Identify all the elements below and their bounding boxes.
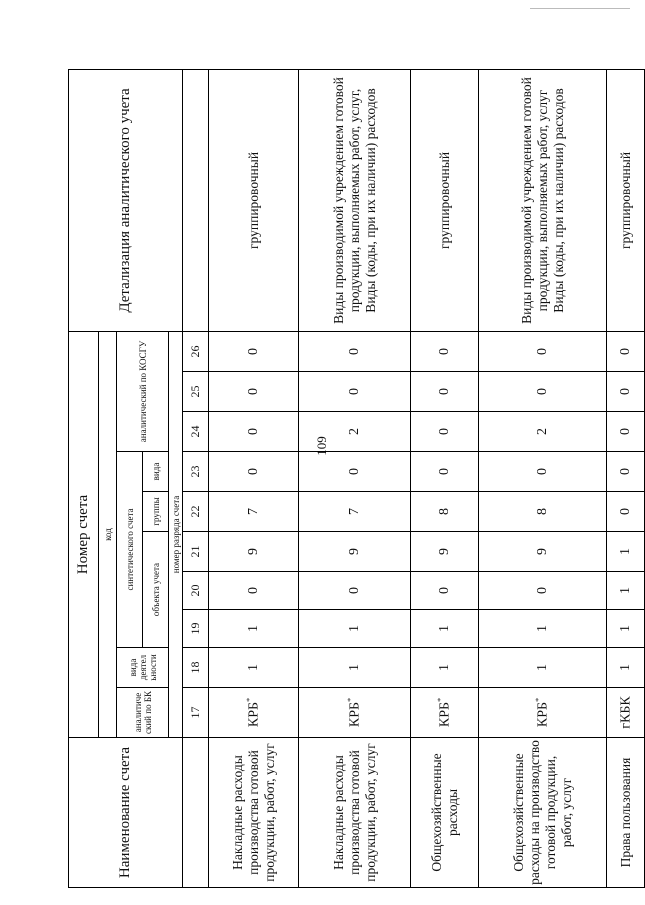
analytic-code [479,688,607,738]
digit-cell: 1 [299,648,411,688]
col-header-rank: номер разряда счета [169,331,183,737]
digit-cell: 0 [299,331,411,371]
digit-cell: 1 [479,610,607,648]
analytic-code [607,688,645,738]
analytic-code [411,688,479,738]
empty-cell [183,738,209,888]
table-row [411,69,479,887]
digit-cell: 0 [607,492,645,532]
digit-cell: 2 [299,412,411,452]
digit-header: 17 [183,688,209,738]
code-mark: * [435,697,445,702]
table-row [607,69,645,887]
digit-cell: 7 [209,492,299,532]
digit-cell: 2 [479,412,607,452]
digit-cell: 0 [479,452,607,492]
digit-cell: 0 [299,452,411,492]
detail-text: группировочный [209,69,299,331]
col-header-synthetic: синтетического счета [117,452,143,648]
digit-cell: 9 [299,532,411,572]
col-header-object: объекта учета [143,532,169,648]
col-header-analytic-bk: аналитиче ский по БК [117,688,169,738]
digit-header: 23 [183,452,209,492]
digit-cell: 0 [607,412,645,452]
table-row [299,69,411,887]
col-header-activity: вида деятел ьности [117,648,169,688]
col-header-kosgu: аналитический по КОСГУ [117,331,169,451]
digit-cell: 0 [411,572,479,610]
code-mark: * [345,697,355,702]
digit-cell: 0 [479,372,607,412]
digit-cell: 1 [411,610,479,648]
digit-header: 22 [183,492,209,532]
digit-header: 18 [183,648,209,688]
code-text: КРБ [437,701,453,728]
digit-cell: 9 [411,532,479,572]
detail-text: группировочный [607,69,645,331]
rotated-table-frame [68,70,634,888]
digit-cell: 0 [209,331,299,371]
account-name: Права пользования [607,738,645,888]
digit-cell: 9 [479,532,607,572]
code-mark: * [533,697,543,702]
digit-cell: 0 [607,452,645,492]
digit-cell: 8 [411,492,479,532]
digit-cell: 0 [607,372,645,412]
digit-cell: 0 [209,572,299,610]
table-row [209,69,299,887]
account-name: Накладные расходы производства готовой продукции, работ, услуг [209,738,299,888]
account-name: Общехозяйственные расходы на производство готовой продукции, работ, услуг [479,738,607,888]
digit-cell: 0 [411,452,479,492]
analytic-code [299,688,411,738]
digit-cell: 1 [479,648,607,688]
digit-header: 19 [183,610,209,648]
page-number: 109 [313,436,329,456]
digit-cell: 0 [299,372,411,412]
digit-cell: 1 [209,610,299,648]
digit-cell: 0 [411,412,479,452]
digit-cell: 7 [299,492,411,532]
digit-cell: 1 [411,648,479,688]
empty-cell [183,69,209,331]
digit-cell: 0 [411,372,479,412]
accounts-table [68,69,645,888]
table-body [209,69,645,887]
account-name: Накладные расходы производства готовой продукции, работ, услуг [299,738,411,888]
digit-cell: 0 [479,331,607,371]
code-text: КРБ [347,701,363,728]
detail-text: группировочный [411,69,479,331]
col-header-vid: вида [143,452,169,492]
detail-text: Виды производимой учреждением готовой продукции, выполняемых работ, услуг Виды (коды, при их наличии) расходов [479,69,607,331]
digit-cell: 1 [607,572,645,610]
digit-header: 20 [183,572,209,610]
col-header-name: Наименование счета [69,738,183,888]
digit-cell: 1 [607,610,645,648]
col-header-detail: Детализация аналитического учета [69,69,183,331]
digit-header: 26 [183,331,209,371]
code-mark: * [244,697,254,702]
col-header-number: Номер счета [69,331,99,737]
digit-cell: 1 [607,532,645,572]
digit-header: 24 [183,412,209,452]
digit-cell: 1 [209,648,299,688]
code-text: КРБ [535,701,551,728]
col-header-kod: код [99,331,117,737]
digit-cell: 1 [607,648,645,688]
digit-cell: 8 [479,492,607,532]
digit-cell: 0 [299,572,411,610]
digit-cell: 0 [411,331,479,371]
digit-cell: 0 [209,412,299,452]
digit-cell: 0 [209,372,299,412]
account-name: Общехозяйственные расходы [411,738,479,888]
digit-header: 25 [183,372,209,412]
digit-cell: 0 [607,331,645,371]
code-text: гКБК [618,696,634,729]
analytic-code [209,688,299,738]
code-text: КРБ [246,701,262,728]
detail-text: Виды производимой учреждением готовой продукции, выполняемых работ, услуг, Виды (коды, при их наличии) расходов [299,69,411,331]
digit-cell: 0 [209,452,299,492]
digit-cell: 0 [479,572,607,610]
col-header-group: группы [143,492,169,532]
digit-header: 21 [183,532,209,572]
table-row [479,69,607,887]
digit-cell: 9 [209,532,299,572]
scan-edge-line [530,8,630,9]
digit-cell: 1 [299,610,411,648]
